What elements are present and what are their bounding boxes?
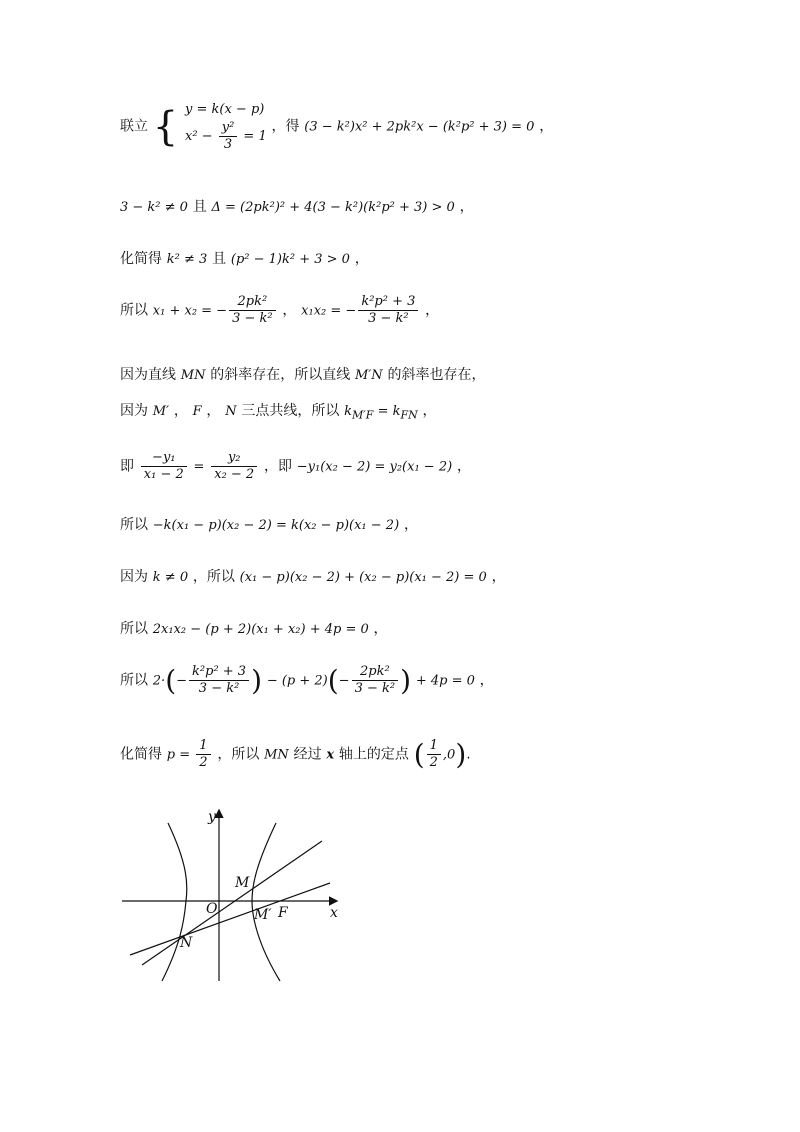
formula: (p² − 1)k² + 3 > 0 [230, 252, 350, 267]
fraction: $\frac{1}{2}$ [196, 738, 210, 771]
formula: M′N [355, 368, 383, 383]
formula: x₁x₂ = − [301, 303, 357, 319]
text: 的斜率也存在， [387, 367, 486, 383]
punct: ， [459, 199, 474, 215]
formula: Δ = (2pk²)² + 4(3 − k²)(k²p² + 3) > 0 [211, 200, 455, 215]
formula: x [326, 747, 335, 763]
formula: 3 − k² ≠ 0 [120, 200, 188, 215]
formula: x₁ + x₂ = − [152, 303, 228, 319]
formula: $k_{M'F} = k_{FN}$ [344, 404, 418, 422]
label-f: F [278, 905, 288, 921]
formula: (3 − k²)x² + 2pk²x − (k²p² + 3) = 0 [304, 119, 535, 135]
punct: ， [491, 569, 506, 585]
text: 经过 [293, 746, 322, 763]
fraction: $\frac{\text{−y₁}}{\text{x₁ − 2}}$ [141, 450, 187, 483]
text: 所以 [120, 517, 148, 533]
formula: ,0 [442, 747, 456, 763]
line-expand [120, 618, 388, 638]
text: 因为直线 [120, 367, 176, 383]
brace: { [152, 103, 179, 150]
hyperbola-figure [118, 805, 358, 985]
text: 且 [192, 199, 207, 215]
formula: −k(x₁ − p)(x₂ − 2) = k(x₂ − p)(x₁ − 2) [152, 518, 400, 533]
hyperbola-left-branch [162, 823, 187, 981]
formula: MN [264, 747, 289, 763]
line-collinear [120, 400, 437, 422]
equation-system [185, 100, 267, 153]
line-slope-eq [120, 450, 471, 483]
formula: k² ≠ 3 [166, 252, 208, 267]
text: 所以 [120, 672, 148, 689]
formula: k ≠ 0 [152, 570, 189, 585]
formula: F [192, 404, 202, 419]
text: 即 [120, 458, 134, 475]
punct: ， [354, 251, 369, 267]
label-x: x [330, 905, 338, 921]
label-m: M [235, 875, 250, 891]
label-o: O [206, 901, 218, 917]
line-m-prime-n [130, 883, 330, 955]
text: 化简得 [120, 251, 162, 267]
formula: = [193, 459, 205, 475]
text: 轴上的定点 [338, 746, 409, 763]
text: 三点共线，所以 [241, 403, 340, 419]
formula: M′ [152, 404, 170, 419]
formula: + 4p = 0 [415, 673, 475, 689]
text: ，所以 [192, 569, 235, 585]
equation-2: x² − $\frac{\text{y²}}{3}$ = 1 [185, 120, 267, 152]
label-m-prime: M′ [254, 907, 272, 923]
punct: ， [173, 403, 188, 419]
label-n: N [180, 935, 193, 951]
text: ，得 [271, 118, 300, 135]
punct: ， [425, 302, 440, 319]
line-plug-vieta: 所以 2·(− $\frac{\text{k²p² + 3}}{\text{3 − k²}}$ ) − (p + 2)(− $\frac{\text{2pk²}}{\text{3 − k²}}$ ) + 4p = 0 ， [120, 664, 494, 697]
line-vieta [120, 294, 439, 327]
text: 联立 [120, 118, 148, 135]
text: ，即 [264, 458, 292, 475]
punct: ， [403, 517, 418, 533]
punct: ， [539, 118, 554, 135]
punct: ， [422, 403, 437, 419]
punct: ， [456, 458, 471, 475]
fraction: $\frac{\text{k²p² + 3}}{\text{3 − k²}}$ [358, 294, 418, 327]
fraction: $\frac{\text{k²p² + 3}}{\text{3 − k²}}$ [189, 664, 249, 697]
line-system [120, 100, 553, 153]
text: 因为 [120, 569, 148, 585]
formula: 2· [152, 673, 166, 689]
equation-1: y = k(x − p) [185, 102, 265, 117]
line-discriminant [120, 196, 474, 216]
line-simplify [120, 248, 369, 268]
text: ，所以 [217, 746, 260, 763]
punct: ， [206, 403, 221, 419]
formula: −y₁(x₂ − 2) = y₂(x₁ − 2) [296, 459, 453, 475]
line-slope [120, 364, 485, 384]
formula: p = [166, 747, 195, 763]
formula: MN [180, 368, 206, 383]
line-substitute [120, 514, 418, 534]
line-k-nonzero [120, 566, 506, 586]
fraction: $\frac{\text{2pk²}}{\text{3 − k²}}$ [229, 294, 276, 327]
text: 且 [212, 251, 227, 267]
line-conclusion: 化简得 p = $\frac{1}{2}$ ，所以 MN 经过 x 轴上的定点 ( $\frac{1}{2}$ ,0). [120, 738, 471, 771]
punct: ， [282, 302, 297, 319]
label-y: y [208, 809, 216, 825]
fraction: $\frac{1}{2}$ [427, 738, 441, 771]
formula: − (p + 2) [266, 673, 328, 689]
formula: (x₁ − p)(x₂ − 2) + (x₂ − p)(x₁ − 2) = 0 [239, 570, 487, 585]
punct: . [466, 746, 471, 763]
line-mn [142, 841, 322, 965]
punct: ， [479, 672, 494, 689]
punct: ， [373, 621, 388, 637]
text: 所以 [120, 621, 148, 637]
fraction: $\frac{\text{y₂}}{\text{x₂ − 2}}$ [211, 450, 257, 483]
text: 所以 [120, 302, 148, 319]
formula: 2x₁x₂ − (p + 2)(x₁ + x₂) + 4p = 0 [152, 622, 369, 637]
text: 因为 [120, 403, 148, 419]
formula: N [225, 404, 237, 419]
text: 化简得 [120, 746, 162, 763]
text: 的斜率存在，所以直线 [210, 367, 351, 383]
fraction: $\frac{\text{2pk²}}{\text{3 − k²}}$ [352, 664, 399, 697]
